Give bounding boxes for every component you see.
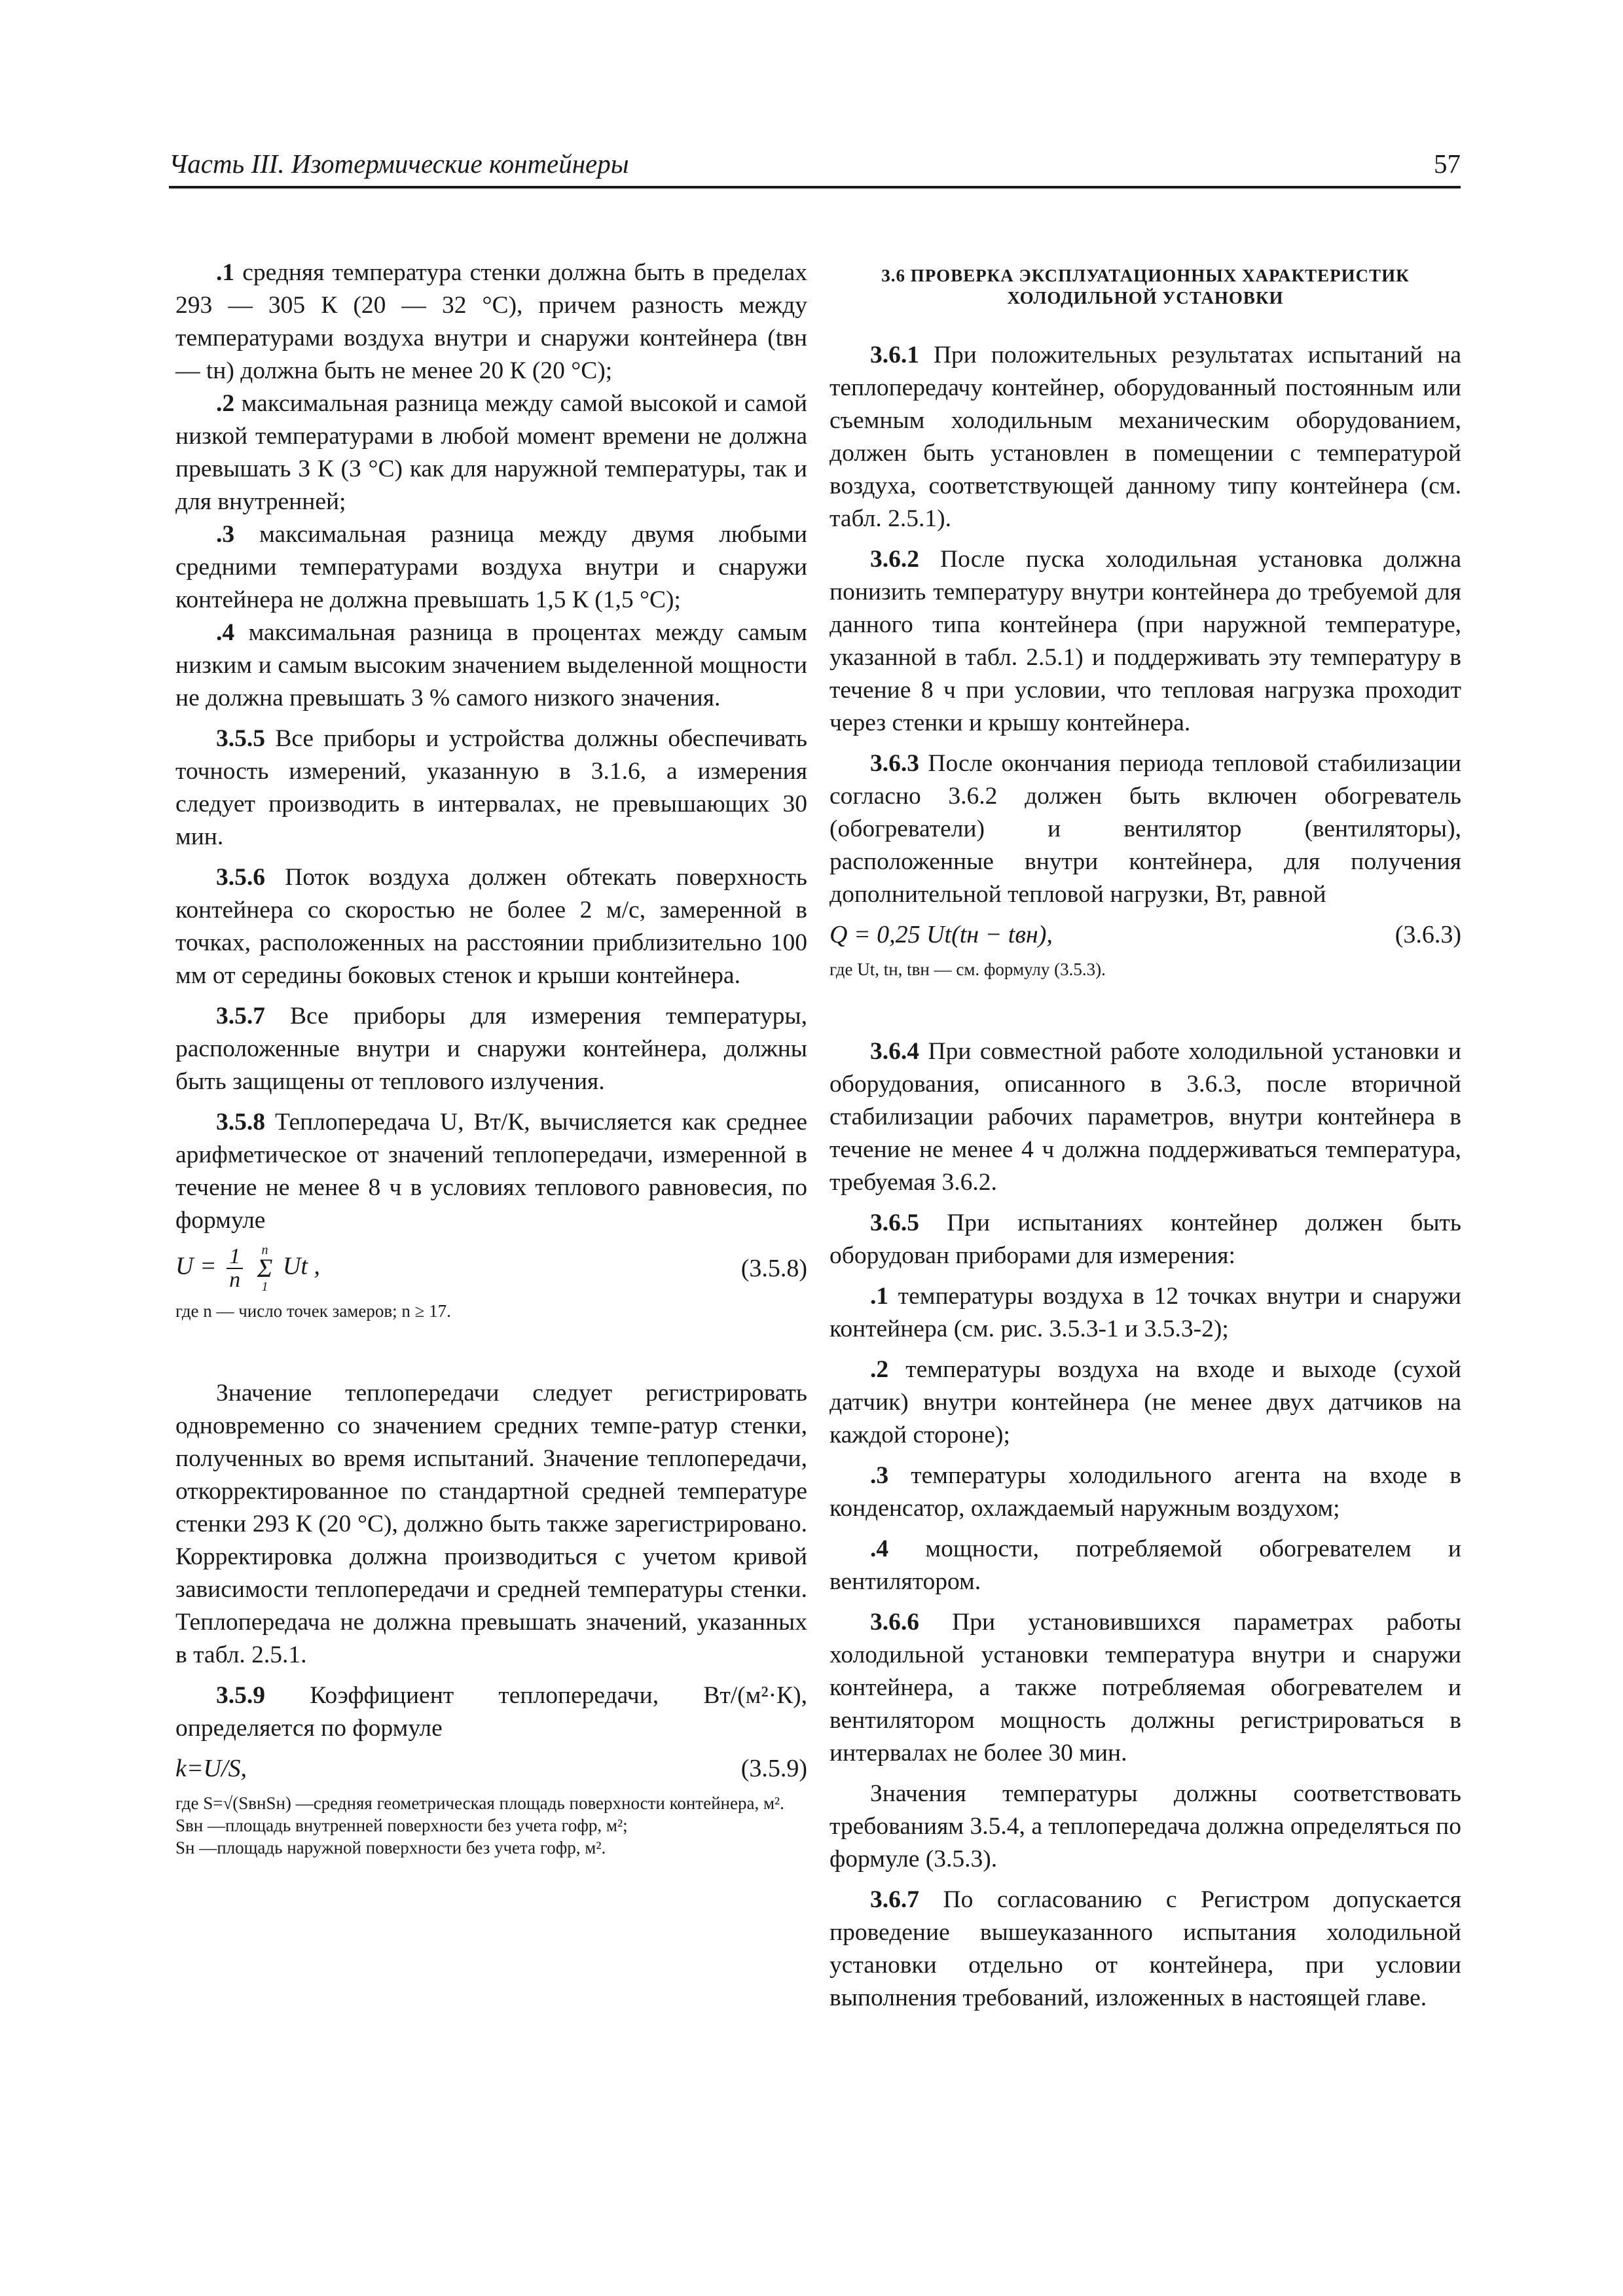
paragraph-text: Поток воздуха должен обтекать поверхность контейнера со скоростью не более 2 м/с, замеренной в точках, расположенных на расстоянии приблизительно 100 мм от середины боковых стенок и крыши контейнера. [175, 864, 807, 989]
formula-3-6-3 [830, 918, 1461, 952]
paragraph [830, 1354, 1461, 1452]
item-number: .4 [870, 1535, 889, 1562]
item-number: .1 [870, 1283, 889, 1310]
formula-3-5-8 [175, 1244, 807, 1293]
paragraph-text: При установившихся параметрах работы холодильной установки температура внутри и снаружи контейнера, а также потребляемая обогревателем и вентилятором мощность должны регистрироваться в интервалах не более 30 мин. [830, 1609, 1461, 1767]
note-row [175, 1814, 807, 1837]
formula-rhs: Ut , [282, 1252, 320, 1280]
sum-upper: n [261, 1243, 268, 1257]
section-number: 3.6.2 [870, 546, 919, 573]
fraction [227, 1246, 243, 1291]
paragraph [175, 861, 807, 992]
running-header [169, 145, 1461, 188]
paragraph-text: При положительных результатах испытаний на теплопередачу контейнер, оборудованный постоянным или съемным холодильным механическим оборудованием, должен быть установлен в помещении с температурой воздуха, соответствующей данному типу контейнера (см. табл. 2.5.1). [830, 342, 1461, 532]
left-column [175, 257, 807, 1874]
paragraph: Значение теплопередачи следует регистрировать одновременно со значением средних темпе-ратур стенки, полученных во время испытаний. Значение теплопередачи, откорректированное по стандартной средней температуре стенки 293 К (20 °С), должно быть также зарегистрировано. Корректировка должна производиться с учетом кривой зависимости теплопередачи и средней температуры стенки. Теплопередача не должна превышать значений, указанных в табл. 2.5.1. [175, 1380, 807, 1668]
formula-note: где n — число точек замеров; n ≥ 17. [175, 1301, 451, 1321]
paragraph [175, 1000, 807, 1098]
paragraph [175, 617, 807, 715]
fraction-numerator: 1 [227, 1246, 243, 1269]
section-number: 3.6.6 [870, 1609, 919, 1636]
item-number: .2 [216, 390, 235, 417]
paragraph-text: максимальная разница в процентах между самым низким и самым высоким значением выделенной мощности не должна превышать 3 % самого низкого значения. [175, 619, 807, 711]
paragraph-text: максимальная разница между двумя любыми средними температурами воздуха внутри и снаружи контейнера не должна превышать 1,5 К (1,5 °С); [175, 521, 807, 613]
paragraph [175, 1679, 807, 1745]
paragraph [830, 1280, 1461, 1346]
paragraph-text: средняя температура стенки должна быть в пределах 293 — 305 К (20 — 32 °С), причем разность между температурами воздуха внутри и снаружи контейнера (tвн — tн) должна быть не менее 20 К (20 °С); [175, 259, 807, 384]
paragraph [830, 747, 1461, 911]
formula-number: (3.5.9) [740, 1755, 807, 1782]
note-value: площадь наружной поверхности без учета гофр, м². [217, 1838, 606, 1857]
paragraph-text: При испытаниях контейнер должен быть оборудован приборами для измерения: [830, 1210, 1461, 1269]
paragraph-text: Коэффициент теплопередачи, Вт/(м²·К), определяется по формуле [175, 1682, 807, 1742]
paragraph [830, 1460, 1461, 1525]
paragraph [830, 1884, 1461, 2015]
formula-lhs: U = [175, 1252, 217, 1280]
formula-number: (3.6.3) [1395, 921, 1461, 948]
sigma-symbol: Σ [257, 1253, 273, 1283]
paragraph-text: температуры холодильного агента на входе в конденсатор, охлаждаемый наружным воздухом; [830, 1462, 1461, 1522]
right-column [830, 257, 1461, 2015]
paragraph-text: мощности, потребляемой обогревателем и вентилятором. [830, 1535, 1461, 1595]
paragraph-text: После окончания периода тепловой стабилизации согласно 3.6.2 должен быть включен обогреватель (обогреватели) и вентилятор (вентиляторы), расположенные внутри контейнера, для получения дополнительной тепловой нагрузки, Вт, равной [830, 750, 1461, 908]
header-title: Часть III. Изотермические контейнеры [169, 149, 629, 179]
paragraph-text: После пуска холодильная установка должна понизить температуру внутри контейнера до требуемой для данного типа контейнера (при наружной температуре, указанной в табл. 2.5.1) и поддерживать эту температуру в течение 8 ч при условии, что тепловая нагрузка проходит через стенки и крышу контейнера. [830, 546, 1461, 736]
paragraph [830, 1533, 1461, 1598]
formula-number: (3.5.8) [740, 1255, 807, 1282]
item-number: .2 [870, 1356, 889, 1383]
formula-note [175, 1792, 807, 1859]
paragraph-text: Все приборы и устройства должны обеспечивать точность измерений, указанную в 3.1.6, а измерения следует производить в интервалах, не превышающих 30 мин. [175, 725, 807, 850]
formula-body: k=U/S, [175, 1755, 247, 1782]
formula-3-5-9 [175, 1751, 807, 1785]
item-number: .4 [216, 619, 235, 646]
paragraph [175, 1106, 807, 1237]
note-row [175, 1837, 807, 1859]
section-number: 3.5.5 [216, 725, 265, 752]
paragraph [175, 387, 807, 518]
item-number: .3 [870, 1462, 889, 1489]
paragraph-text: Теплопередача U, Вт/К, вычисляется как среднее арифметическое от значений теплопередачи, измеренной в течение не менее 8 ч в условиях теплового равновесия, по формуле [175, 1109, 807, 1234]
paragraph-text: По согласованию с Регистром допускается проведение вышеуказанного испытания холодильной установки отдельно от контейнера, при условии выполнения требований, изложенных в настоящей главе. [830, 1886, 1461, 2011]
paragraph [175, 723, 807, 853]
section-number: 3.5.8 [216, 1109, 265, 1136]
section-number: 3.6.4 [870, 1038, 919, 1065]
summation [257, 1244, 273, 1293]
note-row [175, 1792, 807, 1814]
paragraph [175, 518, 807, 617]
formula-note: где Ut, tн, tвн — см. формулу (3.5.3). [830, 960, 1106, 979]
paragraph: Значения температуры должны соответствовать требованиям 3.5.4, а теплопередача должна определяться по формуле (3.5.3). [830, 1780, 1461, 1873]
section-number: 3.6.1 [870, 342, 919, 368]
section-heading: 3.6 ПРОВЕРКА ЭКСПЛУАТАЦИОННЫХ ХАРАКТЕРИСТИК ХОЛОДИЛЬНОЙ УСТАНОВКИ [881, 266, 1410, 308]
paragraph-text: При совместной работе холодильной установки и оборудования, описанного в 3.6.3, после вторичной стабилизации рабочих параметров, внутри контейнера в течение не менее 4 ч должна поддерживаться температура, требуемая 3.6.2. [830, 1038, 1461, 1196]
note-value: средняя геометрическая площадь поверхности контейнера, м². [313, 1793, 784, 1813]
page-number: 57 [1434, 149, 1461, 179]
paragraph-text: Все приборы для измерения температуры, расположенные внутри и снаружи контейнера, должны быть защищены от теплового излучения. [175, 1003, 807, 1095]
paragraph [830, 543, 1461, 740]
paragraph-text: температуры воздуха на входе и выходе (сухой датчик) внутри контейнера (не менее двух датчиков на каждой стороне); [830, 1356, 1461, 1448]
paragraph [830, 339, 1461, 535]
paragraph [175, 257, 807, 387]
paragraph [830, 1606, 1461, 1770]
item-number: .1 [216, 259, 235, 286]
paragraph [830, 1035, 1461, 1199]
section-number: 3.6.5 [870, 1210, 919, 1236]
section-number: 3.6.3 [870, 750, 919, 777]
note-key: где S=√(SвнSн) — [175, 1793, 314, 1813]
paragraph [830, 1207, 1461, 1272]
section-number: 3.5.7 [216, 1003, 265, 1030]
note-key: Sвн — [175, 1816, 225, 1835]
note-value: площадь внутренней поверхности без учета гофр, м²; [225, 1816, 628, 1835]
formula-body: Q = 0,25 Ut(tн − tвн), [830, 921, 1053, 948]
section-number: 3.5.9 [216, 1682, 265, 1709]
section-number: 3.6.7 [870, 1886, 919, 1913]
item-number: .3 [216, 521, 235, 548]
note-key: Sн — [175, 1838, 217, 1857]
formula-body [175, 1244, 320, 1293]
section-number: 3.5.6 [216, 864, 265, 891]
paragraph-text: температуры воздуха в 12 точках внутри и снаружи контейнера (см. рис. 3.5.3-1 и 3.5.3-2); [830, 1283, 1461, 1342]
paragraph-text: максимальная разница между самой высокой и самой низкой температурами в любой момент времени не должна превышать 3 К (3 °С) как для наружной температуры, так и для внутренней; [175, 390, 807, 515]
fraction-denominator: n [229, 1268, 241, 1292]
sum-lower: 1 [261, 1280, 268, 1294]
